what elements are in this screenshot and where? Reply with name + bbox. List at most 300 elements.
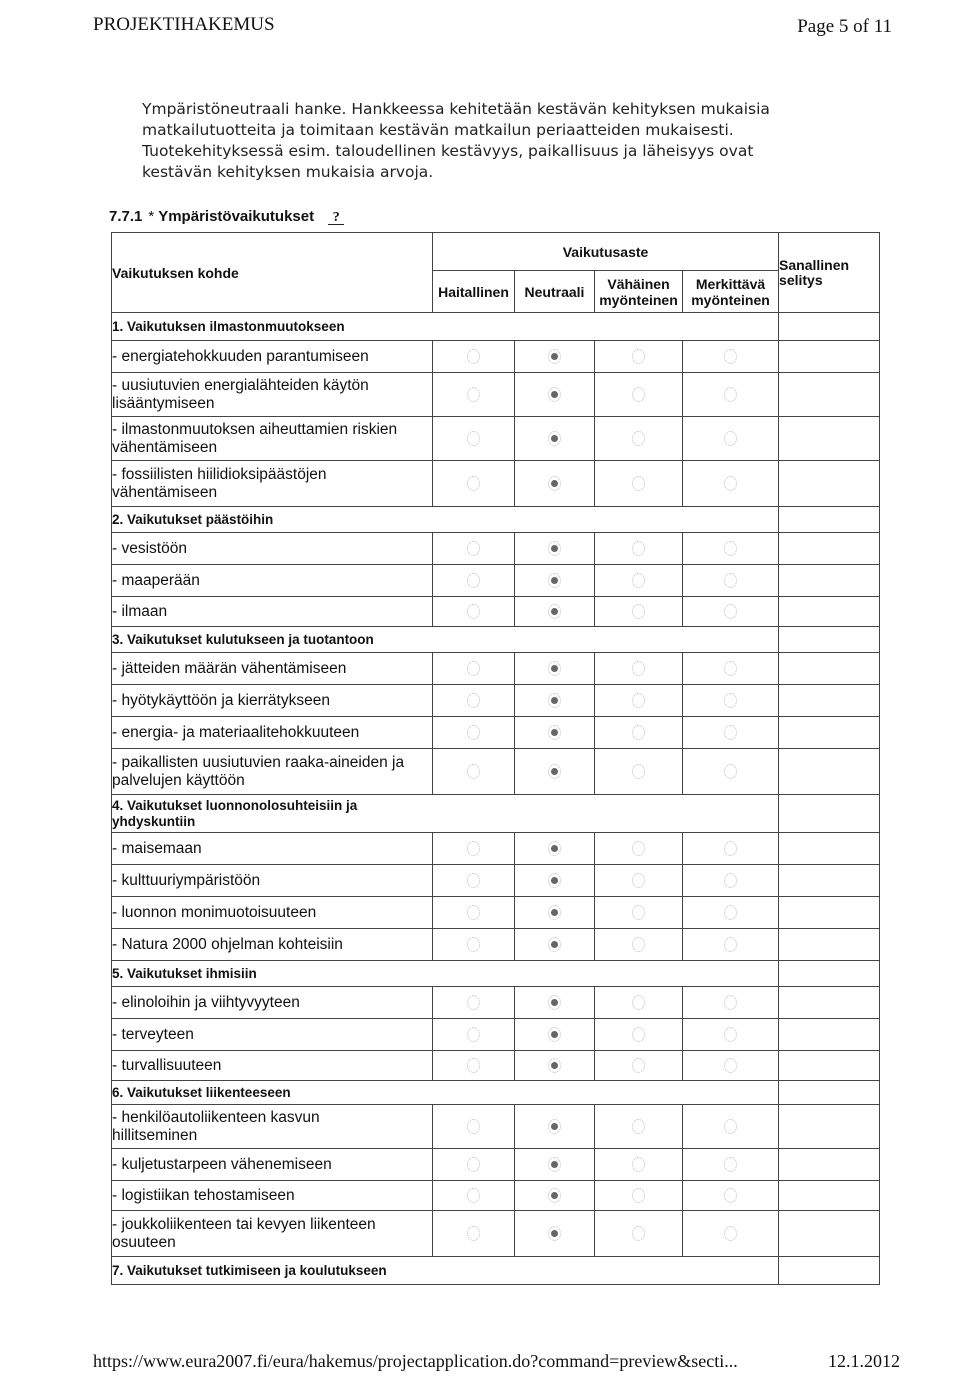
label-line: - vesistöön (112, 539, 187, 557)
radio-merkittava[interactable] (724, 937, 737, 952)
header-merkittava-line: myönteinen (691, 291, 770, 308)
selitys-cell[interactable] (779, 313, 880, 341)
label-line: - maaperään (112, 571, 200, 589)
radio-merkittava[interactable] (724, 1027, 737, 1042)
item-label (112, 653, 433, 685)
radio-cell (595, 1149, 683, 1181)
impact-table-body (112, 313, 880, 1285)
label-line: - jätteiden määrän vähentämiseen (112, 659, 347, 677)
header-selitys (779, 233, 880, 313)
radio-cell (433, 929, 515, 961)
label-line: - fossiilisten hiilidioksipäästöjen (112, 465, 327, 483)
radio-neutraali[interactable] (548, 1226, 561, 1241)
header-merkittava (683, 271, 779, 313)
table-row (112, 653, 880, 685)
radio-cell (433, 1149, 515, 1181)
radio-vahainen[interactable] (632, 604, 645, 619)
item-label (112, 987, 433, 1019)
radio-cell (515, 1051, 595, 1081)
radio-neutraali[interactable] (548, 476, 561, 491)
help-icon[interactable]: ? (328, 211, 344, 225)
intro-line: Tuotekehityksessä esim. taloudellinen kestävyys, paikallisuus ja läheisyys ovat (142, 142, 754, 160)
label-line: - elinoloihin ja viihtyvyyteen (112, 993, 300, 1011)
label-line: hillitseminen (112, 1126, 198, 1144)
item-label (112, 597, 433, 627)
selitys-cell[interactable] (779, 1081, 880, 1105)
selitys-cell[interactable] (779, 507, 880, 533)
radio-neutraali[interactable] (548, 604, 561, 619)
item-label (112, 749, 433, 795)
radio-merkittava[interactable] (724, 1188, 737, 1203)
table-row (112, 417, 880, 461)
radio-cell (683, 1105, 779, 1149)
radio-cell (595, 1019, 683, 1051)
selitys-cell[interactable] (779, 833, 880, 865)
radio-haitallinen[interactable] (467, 349, 480, 364)
label-line: - terveyteen (112, 1025, 194, 1043)
radio-vahainen[interactable] (632, 905, 645, 920)
intro-paragraph (142, 99, 842, 183)
radio-neutraali[interactable] (548, 349, 561, 364)
label-line: 5. Vaikutukset ihmisiin (112, 965, 257, 981)
radio-haitallinen[interactable] (467, 1119, 480, 1134)
radio-neutraali[interactable] (548, 841, 561, 856)
selitys-cell[interactable] (779, 1181, 880, 1211)
radio-vahainen[interactable] (632, 937, 645, 952)
table-row (112, 987, 880, 1019)
selitys-cell[interactable] (779, 565, 880, 597)
label-line: - paikallisten uusiutuvien raaka-aineiden ja (112, 753, 405, 771)
radio-merkittava[interactable] (724, 1226, 737, 1241)
radio-cell (595, 373, 683, 417)
radio-neutraali[interactable] (548, 431, 561, 446)
radio-vahainen[interactable] (632, 1188, 645, 1203)
required-marker: * (148, 208, 155, 225)
table-row (112, 1019, 880, 1051)
radio-cell (595, 341, 683, 373)
radio-haitallinen[interactable] (467, 841, 480, 856)
table-row (112, 565, 880, 597)
radio-merkittava[interactable] (724, 387, 737, 402)
category-row (112, 1257, 880, 1285)
radio-vahainen[interactable] (632, 1157, 645, 1172)
radio-cell (433, 373, 515, 417)
radio-cell (683, 597, 779, 627)
radio-cell (595, 865, 683, 897)
label-line: - energiatehokkuuden parantumiseen (112, 347, 369, 365)
radio-vahainen[interactable] (632, 841, 645, 856)
radio-cell (683, 565, 779, 597)
radio-neutraali[interactable] (548, 573, 561, 588)
selitys-cell[interactable] (779, 717, 880, 749)
radio-haitallinen[interactable] (467, 1157, 480, 1172)
item-label (112, 1105, 433, 1149)
radio-merkittava[interactable] (724, 764, 737, 779)
label-line: - Natura 2000 ohjelman kohteisiin (112, 935, 343, 953)
radio-cell (683, 685, 779, 717)
selitys-cell[interactable] (779, 749, 880, 795)
radio-haitallinen[interactable] (467, 937, 480, 952)
radio-cell (595, 749, 683, 795)
radio-cell (433, 597, 515, 627)
radio-cell (595, 597, 683, 627)
intro-line: Ympäristöneutraali hanke. Hankkeessa kehitetään kestävän kehityksen mukaisia (142, 100, 770, 118)
category-label (112, 961, 779, 987)
item-label (112, 533, 433, 565)
item-label (112, 717, 433, 749)
radio-neutraali[interactable] (548, 873, 561, 888)
table-row (112, 717, 880, 749)
radio-merkittava[interactable] (724, 841, 737, 856)
radio-haitallinen[interactable] (467, 693, 480, 708)
radio-cell (433, 897, 515, 929)
radio-haitallinen[interactable] (467, 995, 480, 1010)
radio-cell (595, 897, 683, 929)
radio-cell (515, 533, 595, 565)
radio-merkittava[interactable] (724, 573, 737, 588)
label-line: 7. Vaikutukset tutkimiseen ja koulutukseen (112, 1262, 387, 1278)
radio-cell (683, 461, 779, 507)
label-line: - kulttuuriympäristöön (112, 871, 261, 889)
radio-cell (515, 749, 595, 795)
radio-neutraali[interactable] (548, 725, 561, 740)
selitys-cell[interactable] (779, 929, 880, 961)
selitys-cell[interactable] (779, 961, 880, 987)
category-row (112, 507, 880, 533)
radio-cell (595, 685, 683, 717)
radio-cell (433, 341, 515, 373)
radio-cell (515, 1181, 595, 1211)
radio-cell (595, 461, 683, 507)
radio-cell (683, 417, 779, 461)
item-label (112, 461, 433, 507)
radio-haitallinen[interactable] (467, 1058, 480, 1073)
table-row (112, 533, 880, 565)
selitys-cell[interactable] (779, 653, 880, 685)
radio-neutraali[interactable] (548, 937, 561, 952)
selitys-cell[interactable] (779, 533, 880, 565)
label-line: - maisemaan (112, 839, 202, 857)
radio-cell (595, 533, 683, 565)
table-row (112, 341, 880, 373)
radio-cell (433, 717, 515, 749)
radio-vahainen[interactable] (632, 661, 645, 676)
radio-vahainen[interactable] (632, 573, 645, 588)
category-row (112, 627, 880, 653)
radio-cell (683, 653, 779, 685)
radio-merkittava[interactable] (724, 693, 737, 708)
label-line: - kuljetustarpeen vähenemiseen (112, 1155, 332, 1173)
radio-vahainen[interactable] (632, 693, 645, 708)
radio-cell (433, 685, 515, 717)
radio-cell (515, 597, 595, 627)
radio-cell (595, 1105, 683, 1149)
radio-neutraali[interactable] (548, 905, 561, 920)
radio-haitallinen[interactable] (467, 725, 480, 740)
table-row (112, 749, 880, 795)
page-number: Page 5 of 11 (797, 16, 892, 37)
header-vahainen (595, 271, 683, 313)
table-row (112, 1211, 880, 1257)
selitys-cell[interactable] (779, 897, 880, 929)
header-vahainen-line: myönteinen (599, 291, 678, 308)
item-label (112, 1181, 433, 1211)
category-row (112, 313, 880, 341)
radio-neutraali[interactable] (548, 1157, 561, 1172)
category-label (112, 795, 779, 833)
radio-haitallinen[interactable] (467, 764, 480, 779)
radio-neutraali[interactable] (548, 661, 561, 676)
selitys-cell[interactable] (779, 417, 880, 461)
selitys-cell[interactable] (779, 627, 880, 653)
radio-cell (683, 1211, 779, 1257)
radio-merkittava[interactable] (724, 873, 737, 888)
radio-cell (683, 341, 779, 373)
radio-vahainen[interactable] (632, 764, 645, 779)
selitys-cell[interactable] (779, 597, 880, 627)
selitys-cell[interactable] (779, 795, 880, 833)
radio-cell (595, 1181, 683, 1211)
radio-cell (433, 865, 515, 897)
radio-haitallinen[interactable] (467, 1027, 480, 1042)
radio-merkittava[interactable] (724, 1157, 737, 1172)
label-line: - joukkoliikenteen tai kevyen liikenteen (112, 1215, 376, 1233)
category-label (112, 313, 779, 341)
radio-haitallinen[interactable] (467, 1188, 480, 1203)
label-line: 6. Vaikutukset liikenteeseen (112, 1084, 291, 1100)
radio-cell (683, 929, 779, 961)
radio-cell (433, 1019, 515, 1051)
radio-merkittava[interactable] (724, 1119, 737, 1134)
radio-neutraali[interactable] (548, 1027, 561, 1042)
radio-cell (515, 1019, 595, 1051)
header-selitys-line: selitys (779, 271, 823, 288)
radio-vahainen[interactable] (632, 995, 645, 1010)
impact-table (111, 232, 880, 1285)
table-row (112, 833, 880, 865)
selitys-cell[interactable] (779, 685, 880, 717)
category-label (112, 507, 779, 533)
radio-cell (683, 865, 779, 897)
label-line: - luonnon monimuotoisuuteen (112, 903, 317, 921)
table-row (112, 685, 880, 717)
radio-vahainen[interactable] (632, 873, 645, 888)
radio-cell (433, 653, 515, 685)
radio-cell (433, 1211, 515, 1257)
radio-cell (515, 685, 595, 717)
selitys-cell[interactable] (779, 1019, 880, 1051)
radio-merkittava[interactable] (724, 604, 737, 619)
header-vaikutusaste: Vaikutusaste (433, 233, 779, 271)
radio-cell (515, 865, 595, 897)
radio-cell (595, 717, 683, 749)
radio-cell (595, 987, 683, 1019)
item-label (112, 565, 433, 597)
selitys-cell[interactable] (779, 341, 880, 373)
selitys-cell[interactable] (779, 1211, 880, 1257)
radio-merkittava[interactable] (724, 349, 737, 364)
radio-cell (433, 461, 515, 507)
radio-cell (683, 1181, 779, 1211)
selitys-cell[interactable] (779, 1257, 880, 1285)
radio-vahainen[interactable] (632, 1226, 645, 1241)
radio-cell (515, 1149, 595, 1181)
selitys-cell[interactable] (779, 1149, 880, 1181)
item-label (112, 1149, 433, 1181)
radio-cell (515, 341, 595, 373)
radio-vahainen[interactable] (632, 541, 645, 556)
radio-merkittava[interactable] (724, 905, 737, 920)
radio-cell (683, 533, 779, 565)
radio-cell (595, 929, 683, 961)
radio-haitallinen[interactable] (467, 387, 480, 402)
radio-merkittava[interactable] (724, 541, 737, 556)
radio-vahainen[interactable] (632, 476, 645, 491)
footer-url: https://www.eura2007.fi/eura/hakemus/projectapplication.do?command=preview&secti... (93, 1351, 738, 1371)
table-row (112, 1181, 880, 1211)
section-number: 7.7.1 (109, 208, 143, 225)
radio-vahainen[interactable] (632, 431, 645, 446)
label-line: - ilmaan (112, 602, 168, 620)
selitys-cell[interactable] (779, 461, 880, 507)
header-merkittava-line: Merkittävä (695, 275, 766, 292)
item-label (112, 685, 433, 717)
radio-merkittava[interactable] (724, 995, 737, 1010)
radio-merkittava[interactable] (724, 431, 737, 446)
section-heading (109, 208, 344, 225)
radio-cell (595, 653, 683, 685)
radio-cell (515, 929, 595, 961)
radio-cell (595, 417, 683, 461)
radio-cell (595, 1211, 683, 1257)
table-row (112, 1105, 880, 1149)
table-row (112, 461, 880, 507)
radio-cell (683, 897, 779, 929)
radio-haitallinen[interactable] (467, 1226, 480, 1241)
radio-vahainen[interactable] (632, 387, 645, 402)
radio-cell (515, 897, 595, 929)
radio-neutraali[interactable] (548, 764, 561, 779)
radio-cell (433, 565, 515, 597)
radio-haitallinen[interactable] (467, 905, 480, 920)
category-row (112, 961, 880, 987)
table-row (112, 1051, 880, 1081)
radio-cell (595, 1051, 683, 1081)
label-line: 4. Vaikutukset luonnonolosuhteisiin ja (112, 797, 358, 813)
label-line: - henkilöautoliikenteen kasvun (112, 1108, 320, 1126)
item-label (112, 417, 433, 461)
radio-cell (683, 373, 779, 417)
radio-cell (433, 833, 515, 865)
radio-neutraali[interactable] (548, 693, 561, 708)
radio-cell (595, 833, 683, 865)
label-line: palvelujen käyttöön (112, 771, 245, 789)
radio-haitallinen[interactable] (467, 573, 480, 588)
selitys-cell[interactable] (779, 865, 880, 897)
radio-haitallinen[interactable] (467, 873, 480, 888)
radio-vahainen[interactable] (632, 1119, 645, 1134)
item-label (112, 897, 433, 929)
table-row (112, 373, 880, 417)
selitys-cell[interactable] (779, 987, 880, 1019)
radio-cell (683, 833, 779, 865)
table-row (112, 865, 880, 897)
radio-haitallinen[interactable] (467, 431, 480, 446)
section-title: Ympäristövaikutukset (158, 208, 315, 225)
label-line: 1. Vaikutuksen ilmastonmuutokseen (112, 318, 345, 334)
category-label (112, 627, 779, 653)
radio-cell (515, 565, 595, 597)
item-label (112, 833, 433, 865)
category-label (112, 1081, 779, 1105)
radio-vahainen[interactable] (632, 349, 645, 364)
radio-cell (515, 653, 595, 685)
radio-neutraali[interactable] (548, 1188, 561, 1203)
radio-haitallinen[interactable] (467, 604, 480, 619)
radio-cell (433, 987, 515, 1019)
radio-cell (515, 1211, 595, 1257)
label-line: - logistiikan tehostamiseen (112, 1186, 295, 1204)
radio-cell (683, 1149, 779, 1181)
table-row (112, 1149, 880, 1181)
selitys-cell[interactable] (779, 1051, 880, 1081)
label-line: yhdyskuntiin (112, 813, 196, 829)
radio-merkittava[interactable] (724, 661, 737, 676)
category-row (112, 795, 880, 833)
radio-neutraali[interactable] (548, 1119, 561, 1134)
radio-cell (515, 987, 595, 1019)
intro-line: matkailutuotteita ja toimitaan kestävän matkailun periaatteiden mukaisesti. (142, 121, 734, 139)
label-line: - ilmastonmuutoksen aiheuttamien riskien (112, 420, 398, 438)
label-line: vähentämiseen (112, 483, 218, 501)
label-line: - turvallisuuteen (112, 1056, 222, 1074)
radio-merkittava[interactable] (724, 725, 737, 740)
radio-haitallinen[interactable] (467, 541, 480, 556)
radio-neutraali[interactable] (548, 387, 561, 402)
radio-haitallinen[interactable] (467, 661, 480, 676)
label-line: lisääntymiseen (112, 394, 215, 412)
radio-merkittava[interactable] (724, 476, 737, 491)
item-label (112, 865, 433, 897)
radio-neutraali[interactable] (548, 995, 561, 1010)
radio-neutraali[interactable] (548, 541, 561, 556)
radio-vahainen[interactable] (632, 725, 645, 740)
selitys-cell[interactable] (779, 1105, 880, 1149)
intro-line: kestävän kehityksen mukaisia arvoja. (142, 163, 434, 181)
radio-cell (433, 533, 515, 565)
footer-date: 12.1.2012 (828, 1351, 900, 1371)
table-row (112, 929, 880, 961)
radio-vahainen[interactable] (632, 1027, 645, 1042)
radio-neutraali[interactable] (548, 1058, 561, 1073)
label-line: 2. Vaikutukset päästöihin (112, 511, 274, 527)
radio-merkittava[interactable] (724, 1058, 737, 1073)
radio-vahainen[interactable] (632, 1058, 645, 1073)
header-kohde: Vaikutuksen kohde (112, 233, 433, 313)
item-label (112, 1019, 433, 1051)
radio-cell (683, 1051, 779, 1081)
label-line: osuuteen (112, 1233, 176, 1251)
item-label (112, 929, 433, 961)
selitys-cell[interactable] (779, 373, 880, 417)
label-line: - energia- ja materiaalitehokkuuteen (112, 723, 360, 741)
radio-cell (683, 1019, 779, 1051)
radio-haitallinen[interactable] (467, 476, 480, 491)
radio-cell (515, 417, 595, 461)
table-row (112, 897, 880, 929)
label-line: - hyötykäyttöön ja kierrätykseen (112, 691, 330, 709)
header-selitys-line: Sanallinen (779, 256, 850, 273)
